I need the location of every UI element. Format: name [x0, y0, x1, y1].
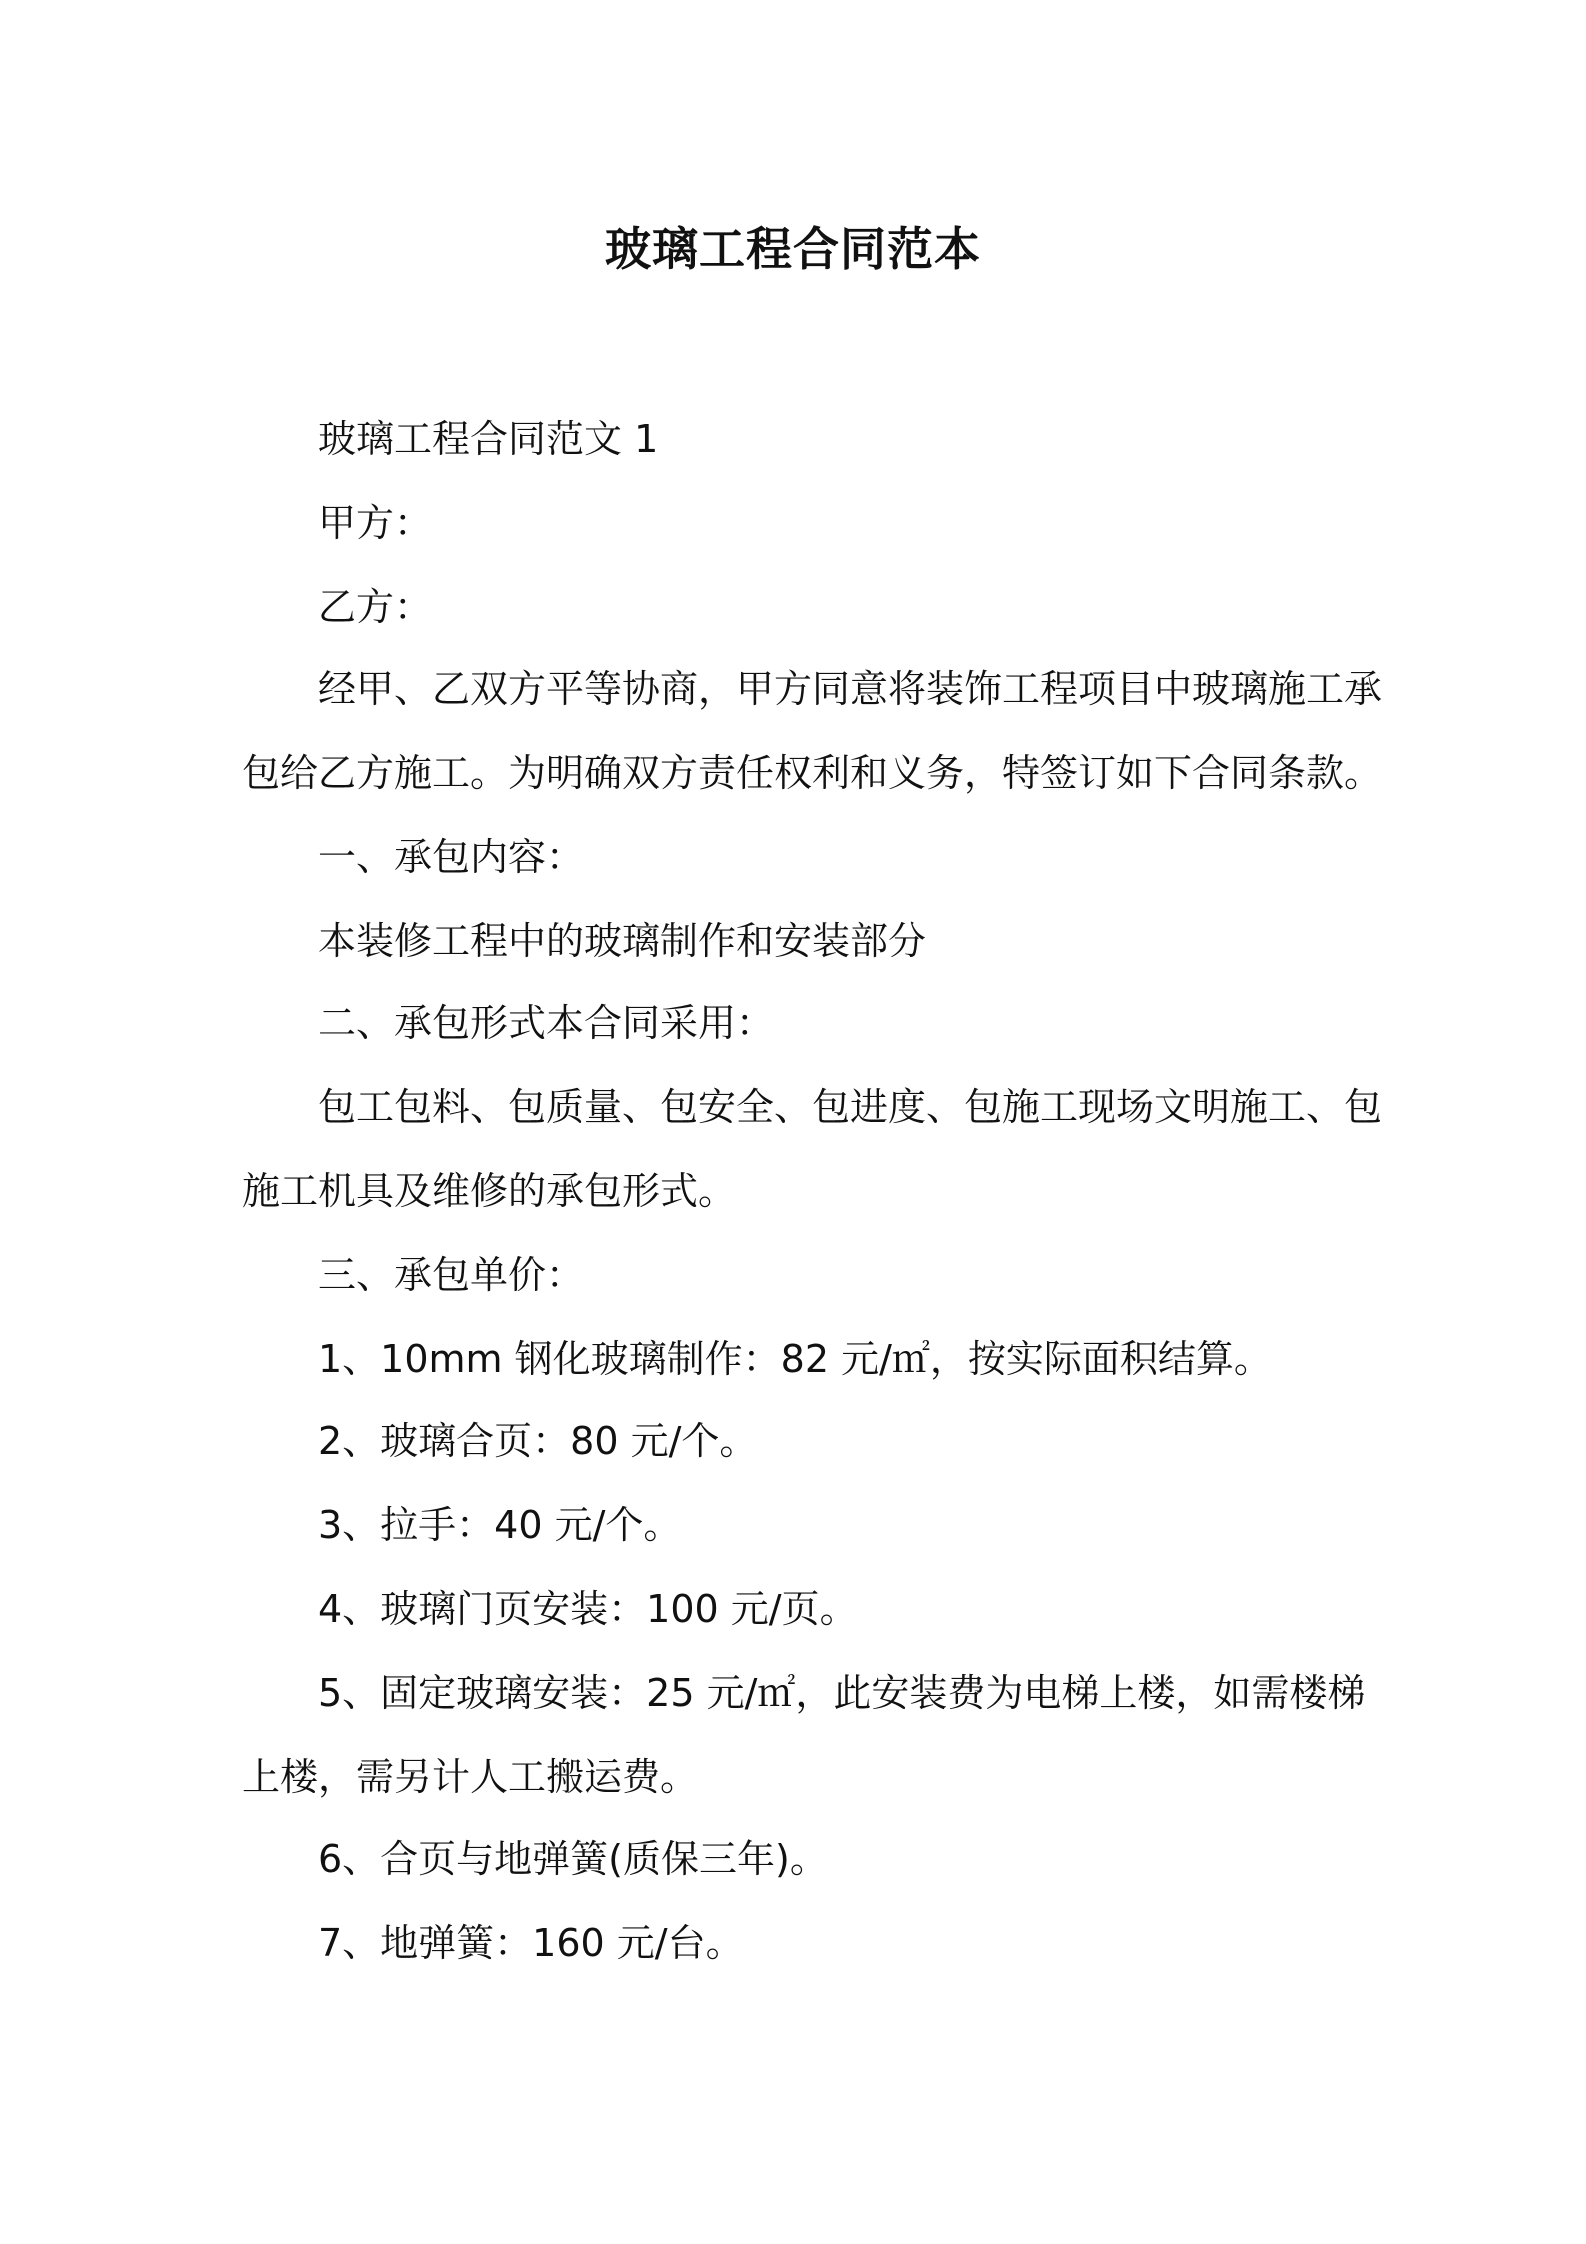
- price-item: 5、固定玻璃安装：25 元/㎡，此安装费为电梯上楼，如需楼梯: [318, 1671, 1366, 1715]
- document-title: 玻璃工程合同范本: [605, 222, 981, 276]
- paragraph-line: 经甲、乙双方平等协商，甲方同意将装饰工程项目中玻璃施工承: [318, 667, 1383, 711]
- price-item-continuation: 上楼，需另计人工搬运费。: [242, 1755, 699, 1799]
- price-item: 3、拉手：40 元/个。: [318, 1503, 682, 1547]
- party-b-line: 乙方：: [318, 585, 433, 629]
- price-item: 1、10mm 钢化玻璃制作：82 元/㎡，按实际面积结算。: [318, 1337, 1272, 1381]
- price-item: 7、地弹簧：160 元/台。: [318, 1921, 744, 1965]
- price-item: 4、玻璃门页安装：100 元/页。: [318, 1587, 858, 1631]
- clause-heading: 二、承包形式本合同采用：: [318, 1001, 775, 1045]
- paragraph-line: 本装修工程中的玻璃制作和安装部分: [318, 919, 927, 963]
- paragraph-line: 包工包料、包质量、包安全、包进度、包施工现场文明施工、包: [318, 1085, 1383, 1129]
- paragraph-line: 施工机具及维修的承包形式。: [242, 1169, 737, 1213]
- paragraph-line: 包给乙方施工。为明确双方责任权利和义务，特签订如下合同条款。: [242, 751, 1383, 795]
- clause-heading: 一、承包内容：: [318, 835, 585, 879]
- clause-heading: 三、承包单价：: [318, 1253, 585, 1297]
- price-item: 2、玻璃合页：80 元/个。: [318, 1419, 758, 1463]
- price-item: 6、合页与地弹簧(质保三年)。: [318, 1837, 828, 1881]
- party-a-line: 甲方：: [318, 501, 433, 545]
- section-heading: 玻璃工程合同范文 1: [318, 417, 659, 461]
